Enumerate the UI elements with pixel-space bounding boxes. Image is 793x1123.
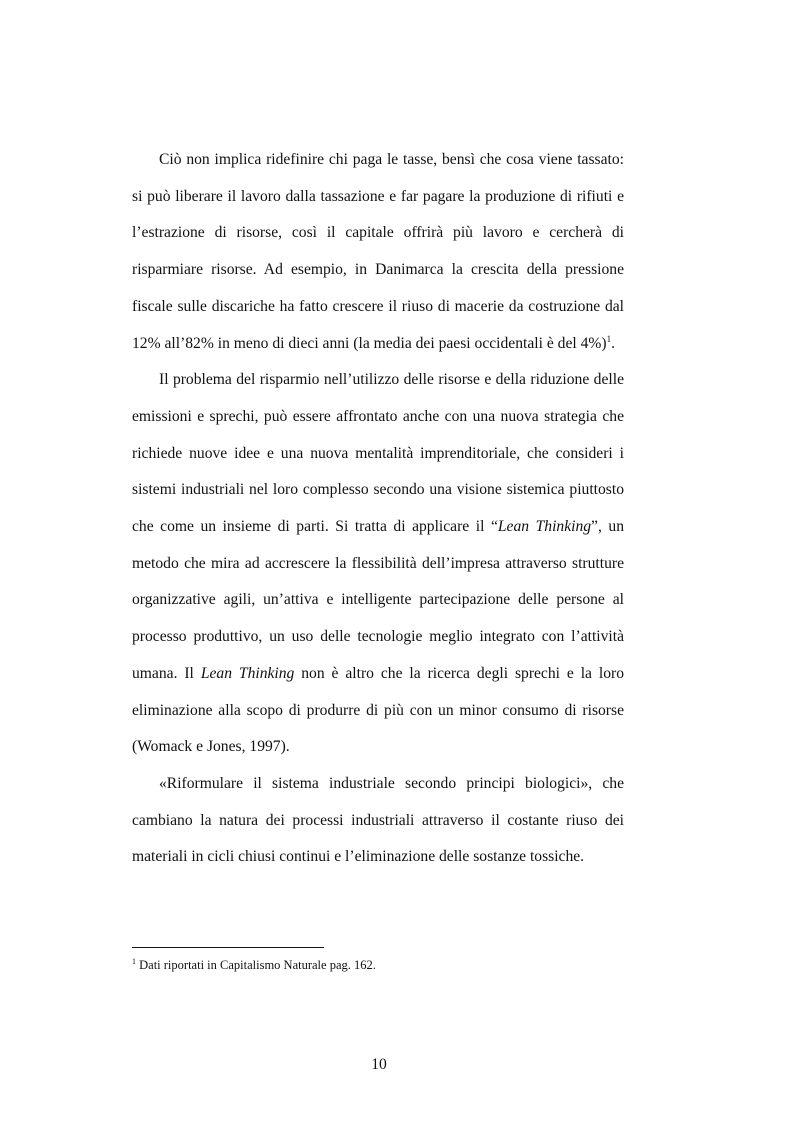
paragraph-1-text-b: . [611,334,615,352]
paragraph-2 [132,362,624,766]
page-number: 10 [371,1056,387,1073]
footnote-reference[interactable]: 1 [606,333,612,344]
lean-thinking-term: Lean Thinking [497,518,592,536]
paragraph-2-text-c: non è altro che la ricerca degli sprechi e la loro eliminazione alla scopo di produrre di più con un minor consumo di risorse (Womack e Jones, 1997). [132,664,624,756]
paragraph-3-text: «Riformulare il sistema industriale secondo principi biologici», che cambiano la natura dei processi industriali attraverso il costante riuso dei materiali in cicli chiusi continui e l’eliminazione delle sostanze tossiche. [132,774,624,866]
paragraph-3 [132,766,624,876]
footnote [132,956,624,974]
paragraph-2-text-a: Il problema del risparmio nell’utilizzo delle risorse e della riduzione delle emissioni e sprechi, può essere affrontato anche con una nuova strategia che richiede nuove idee e una nuova mentalità imprenditoriale, che consideri i sistemi industriali nel loro complesso secondo una visione sistemica piuttosto che come un insieme di parti. Si tratta di applicare il “ [132,371,624,536]
footnote-number: 1 [132,957,136,966]
footnote-divider [132,947,324,948]
paragraph-2-text-b: ”, un metodo che mira ad accrescere la flessibilità dell’impresa attraverso strutture organizzative agili, un’attiva e intelligente partecipazione delle persone al processo produttivo, un uso delle tecnologie meglio integrato con l’attività umana. Il [132,518,624,682]
body-text [132,142,624,876]
paragraph-1-text-a: Ciò non implica ridefinire chi paga le tasse, bensì che cosa viene tassato: si può liberare il lavoro dalla tassazione e far pagare la produzione di rifiuti e l’estrazione di risorse, così il capitale offrirà più lavoro e cercherà di risparmiare risorse. Ad esempio, in Danimarca la crescita della pressione fiscale sulle discariche ha fatto crescere il riuso di macerie da costruzione dal 12% all’82% in meno di dieci anni (la media dei paesi occidentali è del 4%) [132,151,624,352]
footnote-text: Dati riportati in Capitalismo Naturale pag. 162. [136,958,376,972]
paragraph-1 [132,142,624,362]
lean-thinking-term: Lean Thinking [200,664,295,682]
